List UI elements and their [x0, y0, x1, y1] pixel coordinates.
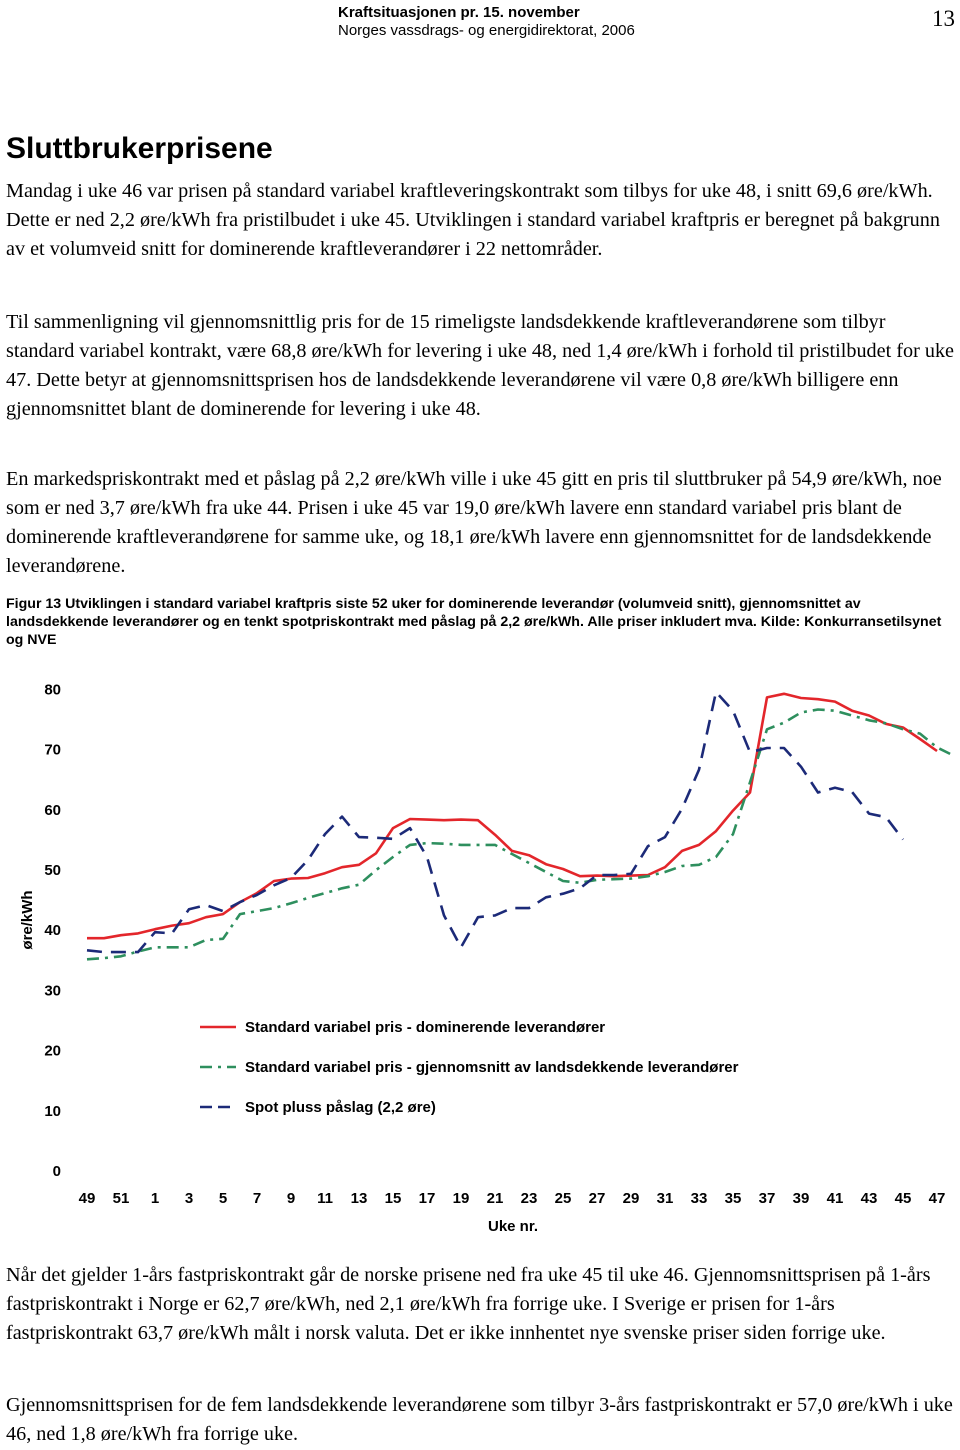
x-tick-label: 29 — [622, 1190, 640, 1207]
x-tick-label: 37 — [758, 1190, 776, 1207]
x-tick-label: 23 — [520, 1190, 538, 1207]
page-number: 13 — [932, 6, 955, 31]
report-title: Kraftsituasjonen pr. 15. november — [338, 4, 580, 21]
x-tick-label: 31 — [656, 1190, 674, 1207]
y-tick-label: 50 — [44, 862, 61, 879]
x-tick-label: 35 — [724, 1190, 742, 1207]
y-tick-label: 70 — [44, 741, 61, 759]
x-tick-label: 9 — [286, 1190, 296, 1207]
publisher-line: Norges vassdrags- og energidirektorat, 2006 — [338, 22, 635, 39]
y-tick-label: 20 — [44, 1042, 61, 1060]
paragraph-fixed-price-3yr: Gjennomsnittsprisen for de fem landsdekkende leverandørene som tilbyr 3-års fastpriskontrakt er 57,0 øre/kWh i uke 46, ned 1,8 øre/kWh fra forrige uke. — [6, 1394, 953, 1445]
x-tick-label: 43 — [860, 1190, 878, 1207]
x-tick-label: 51 — [112, 1190, 130, 1207]
x-tick-label: 21 — [486, 1190, 504, 1207]
x-tick-label: 45 — [894, 1190, 912, 1207]
paragraph-comparison: Til sammenligning vil gjennomsnittlig pris for de 15 rimeligste landsdekkende kraftleverandørene som tilbyr standard variabel kontrakt, være 68,8 øre/kWh for levering i uke 48, ned 1,4 øre/kWh i forhold til pristilbudet for uke 47. Dette betyr at gjennomsnittsprisen hos de landsdekkende leverandørene vil være 0,8 øre/kWh billigere enn gjennomsnittet blant de dominerende for levering i uke 48. — [6, 311, 954, 420]
x-tick-label: 15 — [384, 1190, 402, 1207]
y-tick-label: 80 — [44, 681, 61, 699]
x-tick-label: 49 — [78, 1190, 96, 1207]
x-tick-label: 33 — [690, 1190, 708, 1207]
x-tick-label: 19 — [452, 1190, 470, 1207]
x-tick-label: 41 — [826, 1190, 844, 1207]
y-tick-label: 0 — [52, 1163, 61, 1180]
legend-label-2: Standard variabel pris - gjennomsnitt av landsdekkende leverandører — [245, 1059, 739, 1076]
x-tick-label: 25 — [554, 1190, 572, 1207]
x-tick-label: 1 — [150, 1190, 160, 1207]
x-tick-label: 17 — [418, 1190, 436, 1207]
chart-legend — [200, 1019, 739, 1116]
x-tick-label: 27 — [588, 1190, 606, 1207]
figure-caption: Figur 13 Utviklingen i standard variabel kraftpris siste 52 uker for dominerende leverandør (volumveid snitt), gjennomsnittet av landsdekkende leverandører og en tenkt spotpriskontrakt med påslag på 2,2 øre/kWh. Alle priser inkludert mva. Kilde: Konkurransetilsynet og NVE — [6, 596, 942, 648]
y-tick-label: 10 — [44, 1102, 61, 1120]
series-line-3 — [87, 692, 903, 952]
legend-label-1: Standard variabel pris - dominerende leverandører — [245, 1019, 606, 1036]
legend-label-3: Spot pluss påslag (2,2 øre) — [245, 1099, 436, 1116]
y-tick-label: 40 — [44, 922, 61, 940]
paragraph-market-contract: En markedspriskontrakt med et påslag på 2,2 øre/kWh ville i uke 45 gitt en pris til sluttbruker på 54,9 øre/kWh, noe som er ned 3,7 øre/kWh fra uke 44. Prisen i uke 45 var 19,0 øre/kWh lavere enn standard variabel pris blant de dominerende kraftleverandørene for samme uke, og 18,1 øre/kWh lavere enn gjennomsnittet for de landsdekkende leverandørene. — [6, 468, 942, 577]
paragraph-fixed-price-1yr: Når det gjelder 1-års fastpriskontrakt går de norske prisene ned fra uke 45 til uke 46. Gjennomsnittsprisen på 1-års fastpriskontrakt i Norge er 62,7 øre/kWh, ned 2,1 øre/kWh fra forrige uke. I Sverige er prisen for 1-års fastpriskontrakt 63,7 øre/kWh målt i norsk valuta. Det er ikke innhentet nye svenske priser siden forrige uke. — [6, 1264, 931, 1344]
x-tick-label: 13 — [350, 1190, 368, 1207]
x-tick-label: 39 — [792, 1190, 810, 1207]
x-tick-label: 47 — [928, 1190, 946, 1207]
x-tick-label: 11 — [317, 1190, 333, 1207]
x-axis-label: Uke nr. — [487, 1218, 539, 1235]
y-axis-label: øre/kWh — [19, 890, 36, 950]
x-tick-label: 3 — [184, 1190, 194, 1207]
y-tick-label: 30 — [44, 982, 61, 1000]
price-chart — [0, 650, 960, 1250]
x-tick-label: 7 — [252, 1190, 262, 1207]
paragraph-intro: Mandag i uke 46 var prisen på standard variabel kraftleveringskontrakt som tilbys for uke 48, i snitt 69,6 øre/kWh. Dette er ned 2,2 øre/kWh fra pristilbudet i uke 45. Utviklingen i standard variabel kraftpris er beregnet på bakgrunn av et volumveid snitt for dominerende kraftleverandører i 22 nettområder. — [6, 180, 940, 260]
x-tick-label: 5 — [218, 1190, 228, 1207]
y-tick-label: 60 — [44, 801, 61, 819]
series-line-2 — [87, 710, 954, 960]
series-line-1 — [87, 694, 937, 938]
section-heading: Sluttbrukerprisene — [6, 132, 273, 165]
